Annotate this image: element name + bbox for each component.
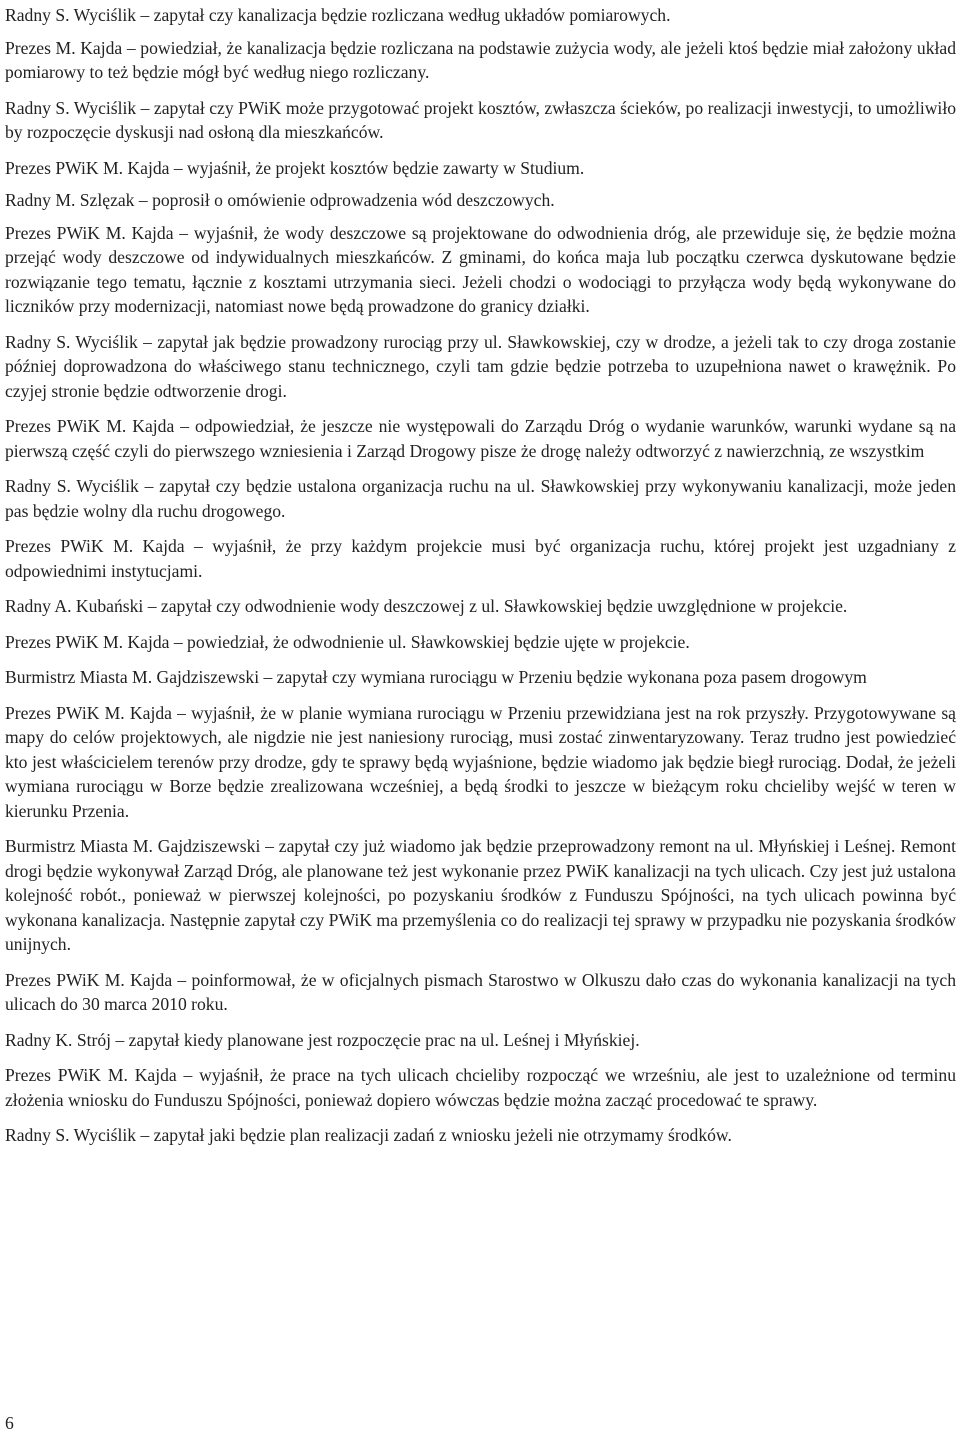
paragraph: Burmistrz Miasta M. Gajdziszewski – zapytał czy wymiana rurociągu w Przeniu będzie wykonana poza pasem drogowym bbox=[5, 667, 867, 687]
paragraph: Radny S. Wyciślik – zapytał czy PWiK może przygotować projekt kosztów, zwłaszcza ścieków, po realizacji inwestycji, to umożliwiło by rozpoczęcie dyskusji nad osłoną dla mieszkańców. bbox=[5, 97, 956, 142]
page-number: 6 bbox=[5, 1413, 14, 1433]
paragraph: Radny M. Szlęzak – poprosił o omówienie odprowadzenia wód deszczowych. bbox=[5, 190, 555, 210]
paragraph: Prezes PWiK M. Kajda – wyjaśnił, że w planie wymiana rurociągu w Przeniu przewidziana jest na rok przyszły. Przygotowywane są mapy do celów projektowych, ale nigdzie nie jest naniesiony rurociąg, musi zostać zinwentaryzowany. Teraz trudno jest powiedzieć kto jest właścicielem terenów przy drodze, gdy te sprawy będą wyjaśnione, będzie wiadomo jak będzie biegł rurociąg. Dodał, że jeżeli wymiana rurociągu w Borze będzie zrealizowana wcześniej, a będą środki to jeszcze w bieżącym roku chcieliby wejść w teren w kierunku Przenia. bbox=[5, 702, 956, 821]
paragraph: Radny S. Wyciślik – zapytał jaki będzie plan realizacji zadań z wniosku jeżeli nie otrzymamy środków. bbox=[5, 1125, 732, 1145]
paragraph: Prezes M. Kajda – powiedział, że kanalizacja będzie rozliczana na podstawie zużycia wody, ale jeżeli ktoś będzie miał założony układ pomiarowy to też będzie mógł być według niego rozliczany. bbox=[5, 37, 956, 82]
paragraph: Burmistrz Miasta M. Gajdziszewski – zapytał czy już wiadomo jak będzie przeprowadzony remont na ul. Młyńskiej i Leśnej. Remont drogi będzie wykonywał Zarząd Dróg, ale planowane też jest wykonanie przez PWiK kanalizacji na tych ulicach. Czy jest już ustalona kolejność robót., ponieważ w pierwszej kolejności, po pozyskaniu środków z Funduszu Spójności, na tych ulicach powinna być wykonana kanalizacja. Następnie zapytał czy PWiK ma przemyślenia co do realizacji tej sprawy w przypadku nie pozyskania środków unijnych. bbox=[5, 836, 956, 954]
paragraph: Radny S. Wyciślik – zapytał czy kanalizacja będzie rozliczana według układów pomiarowych. bbox=[5, 5, 671, 25]
paragraph: Radny S. Wyciślik – zapytał jak będzie prowadzony rurociąg przy ul. Sławkowskiej, czy w drodze, a jeżeli tak to czy droga zostanie później doprowadzona do właściwego stanu technicznego, czyli tam gdzie będzie potrzeba to uzupełniona nawet o krawężnik. Po czyjej stronie będzie odtworzenie drogi. bbox=[5, 331, 956, 401]
paragraph: Prezes PWiK M. Kajda – odpowiedział, że jeszcze nie występowali do Zarządu Dróg o wydanie warunków, warunki wydane są na pierwszą część czyli do pierwszego wzniesienia i Zarząd Drogowy pisze że drogę należy odtworzyć z nawierzchnią, ze wszystkim bbox=[5, 416, 956, 461]
paragraph: Prezes PWiK M. Kajda – wyjaśnił, że projekt kosztów będzie zawarty w Studium. bbox=[5, 157, 585, 178]
paragraph: Prezes PWiK M. Kajda – wyjaśnił, że prace na tych ulicach chcieliby rozpocząć we wrześniu, ale jest to uzależnione od terminu złożenia wniosku do Funduszu Spójności, ponieważ dopiero wówczas będzie można zacząć procedować te sprawy. bbox=[5, 1065, 956, 1110]
paragraph: Prezes PWiK M. Kajda – poinformował, że w oficjalnych pismach Starostwo w Olkuszu dało czas do wykonania kanalizacji na tych ulicach do 30 marca 2010 roku. bbox=[5, 969, 956, 1014]
paragraph: Radny K. Strój – zapytał kiedy planowane jest rozpoczęcie prac na ul. Leśnej i Młyńskiej. bbox=[5, 1029, 640, 1050]
paragraph: Radny A. Kubański – zapytał czy odwodnienie wody deszczowej z ul. Sławkowskiej będzie uwzględnione w projekcie. bbox=[5, 596, 848, 616]
paragraph: Prezes PWiK M. Kajda – powiedział, że odwodnienie ul. Sławkowskiej będzie ujęte w projekcie. bbox=[5, 631, 690, 652]
document-page bbox=[5, 3, 956, 1159]
paragraph: Prezes PWiK M. Kajda – wyjaśnił, że przy każdym projekcie musi być organizacja ruchu, której projekt jest uzgadniany z odpowiednimi instytucjami. bbox=[5, 536, 956, 581]
paragraph: Radny S. Wyciślik – zapytał czy będzie ustalona organizacja ruchu na ul. Sławkowskiej przy wykonywaniu kanalizacji, może jeden pas będzie wolny dla ruchu drogowego. bbox=[5, 476, 956, 521]
paragraph: Prezes PWiK M. Kajda – wyjaśnił, że wody deszczowe są projektowane do odwodnienia dróg, ale przewiduje się, że będzie można przejąć wody deszczowe od indywidualnych mieszkańców. Z gminami, do końca maja lub początku czerwca dyskutowane będzie rozwiązanie tego tematu, łącznie z kosztami utrzymania sieci. Jeżeli chodzi o wodociągi to przyłącza wody będą wykonywane do liczników przy modernizacji, natomiast nowe będą prowadzone do granicy działki. bbox=[5, 222, 956, 316]
